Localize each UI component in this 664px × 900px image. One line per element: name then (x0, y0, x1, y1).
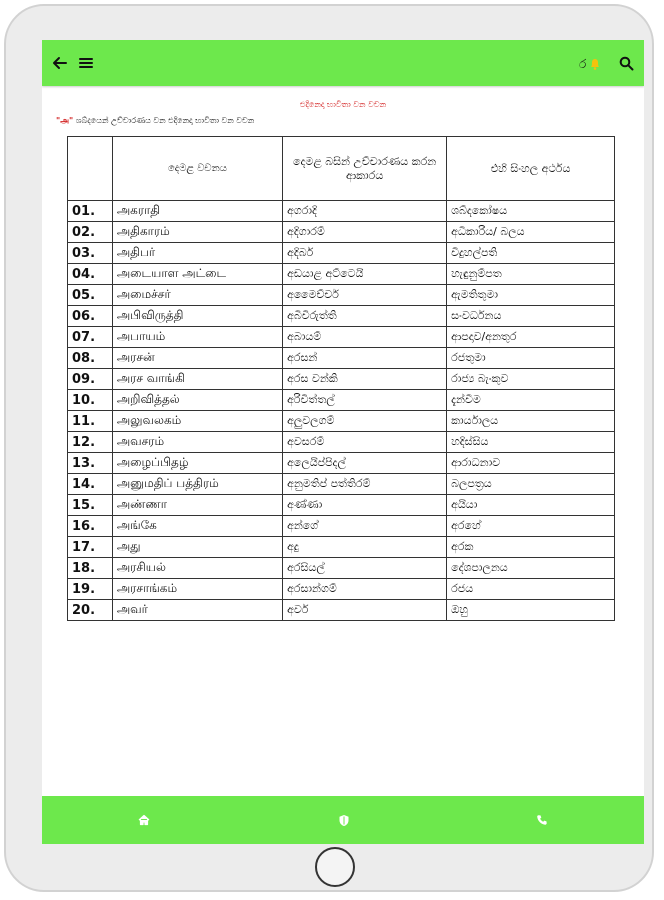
tamil-word: அனுமதிப் பத்திரம் (112, 474, 282, 495)
pronunciation: අදිබර් (283, 243, 447, 264)
sinhala-meaning: අධිකාරිය/ බලය (447, 222, 615, 243)
row-number: 18. (68, 558, 113, 579)
subtitle-text: ශබ්දයෙන් උච්චාරණය වන එදිනෙදා භාවිතා වන වචන (73, 116, 255, 125)
row-number: 07. (68, 327, 113, 348)
header-pronunciation: දෙමළ බසින් උච්චාරණය කරන ආකාරය (283, 137, 447, 201)
table-row (68, 411, 615, 432)
sinhala-meaning: රජය (447, 579, 615, 600)
row-number: 01. (68, 201, 113, 222)
sinhala-meaning: ඇමතිතුමා (447, 285, 615, 306)
sinhala-meaning: අයියා (447, 495, 615, 516)
table-row (68, 201, 615, 222)
tamil-word: அரசன் (112, 348, 282, 369)
row-number: 20. (68, 600, 113, 621)
sinhala-meaning: බලපත්‍රය (447, 474, 615, 495)
tablet-frame (4, 4, 654, 892)
header-number (68, 137, 113, 201)
pronunciation: අලෙයිප්පිදල් (283, 453, 447, 474)
app-screen (42, 40, 644, 844)
bottom-nav-bar (42, 796, 644, 844)
table-row (68, 453, 615, 474)
header-meaning: එහි සිංහල අර්ථය (447, 137, 615, 201)
tamil-word: அபாயம் (112, 327, 282, 348)
document-title: එදිනෙදා භාවිතා වන වචන (299, 100, 387, 109)
sinhala-meaning: ආපදාව/අනතුර (447, 327, 615, 348)
tamil-word: அவர் (112, 600, 282, 621)
row-number: 12. (68, 432, 113, 453)
table-row (68, 369, 615, 390)
row-number: 14. (68, 474, 113, 495)
arrow-left-icon[interactable] (48, 51, 72, 75)
table-row (68, 600, 615, 621)
tamil-word: அதிபர் (112, 243, 282, 264)
row-number: 05. (68, 285, 113, 306)
pronunciation: අවසරම් (283, 432, 447, 453)
table-header-row (68, 137, 615, 201)
pronunciation: අනුමතිප් පත්තිරම් (283, 474, 447, 495)
sinhala-meaning: රජතුමා (447, 348, 615, 369)
pronunciation: අරසන් (283, 348, 447, 369)
sinhala-meaning: අරක (447, 537, 615, 558)
sinhala-meaning: දැන්වීම (447, 390, 615, 411)
tamil-word: அண்ணா (112, 495, 282, 516)
tamil-word: அவசரம் (112, 432, 282, 453)
table-row (68, 285, 615, 306)
table-row (68, 327, 615, 348)
pronunciation: අවර් (283, 600, 447, 621)
pronunciation: අබිවිරුත්ති (283, 306, 447, 327)
tablet-home-button[interactable] (315, 847, 355, 887)
sinhala-meaning: විදුහල්පති (447, 243, 615, 264)
row-number: 02. (68, 222, 113, 243)
sinhala-meaning: ආරාධනාව (447, 453, 615, 474)
row-number: 09. (68, 369, 113, 390)
table-row (68, 558, 615, 579)
shield-icon[interactable] (334, 810, 354, 830)
sinhala-meaning: දේශපාලනය (447, 558, 615, 579)
document-subtitle (56, 115, 254, 126)
document-view (42, 86, 644, 796)
tamil-word: அறிவித்தல் (112, 390, 282, 411)
row-number: 17. (68, 537, 113, 558)
home-icon[interactable] (134, 810, 154, 830)
search-icon[interactable] (614, 51, 638, 75)
row-number: 16. (68, 516, 113, 537)
pronunciation: අණ්ණා (283, 495, 447, 516)
pronunciation: අදිගාරම් (283, 222, 447, 243)
header-tamil-word: දෙමළ වචනය (112, 137, 282, 201)
pronunciation: අරස වන්කි (283, 369, 447, 390)
tamil-word: அதிகாரம் (112, 222, 282, 243)
tamil-word: அலுவலகம் (112, 411, 282, 432)
row-number: 15. (68, 495, 113, 516)
tamil-word: அது (112, 537, 282, 558)
table-row (68, 495, 615, 516)
pronunciation: අබායම් (283, 327, 447, 348)
table-row (68, 348, 615, 369)
tamil-word: அங்கே (112, 516, 282, 537)
sinhala-meaning: කාර්යාලය (447, 411, 615, 432)
row-number: 06. (68, 306, 113, 327)
tamil-word: அமைச்சர் (112, 285, 282, 306)
table-row (68, 222, 615, 243)
sinhala-meaning: සංවර්ධනය (447, 306, 615, 327)
row-number: 04. (68, 264, 113, 285)
svg-text:ර: ර (579, 57, 587, 71)
tamil-word: அரச வாங்கி (112, 369, 282, 390)
table-row (68, 516, 615, 537)
table-row (68, 537, 615, 558)
sinhala-meaning: ශබ්දකෝෂය (447, 201, 615, 222)
pronunciation: අරසියල් (283, 558, 447, 579)
table-row (68, 579, 615, 600)
tamil-word: அழைப்பிதழ் (112, 453, 282, 474)
table-row (68, 306, 615, 327)
table-row (68, 432, 615, 453)
tamil-word: அரசியல் (112, 558, 282, 579)
pronunciation: අරසාන්ගම් (283, 579, 447, 600)
tamil-word: அபிவிருத்தி (112, 306, 282, 327)
row-number: 11. (68, 411, 113, 432)
tamil-word: அகராதி (112, 201, 282, 222)
tamil-word: அடையாள அட்டை (112, 264, 282, 285)
table-row (68, 474, 615, 495)
sinhala-meaning: ඔහු (447, 600, 615, 621)
phone-icon[interactable] (532, 810, 552, 830)
word-table (67, 136, 615, 621)
pronunciation: අන්ගේ (283, 516, 447, 537)
sinhala-meaning: හදිස්සිය (447, 432, 615, 453)
sinhala-meaning: රාජ්‍ය බැංකුව (447, 369, 615, 390)
tamil-word: அரசாங்கம் (112, 579, 282, 600)
row-number: 08. (68, 348, 113, 369)
top-app-bar (42, 40, 644, 86)
sinhala-meaning: අරහේ (447, 516, 615, 537)
row-number: 19. (68, 579, 113, 600)
row-number: 03. (68, 243, 113, 264)
subtitle-letter: "அ" (56, 115, 74, 125)
table-row (68, 243, 615, 264)
pronunciation: අමෛච්චර් (283, 285, 447, 306)
hamburger-menu-icon[interactable] (74, 51, 98, 75)
row-number: 10. (68, 390, 113, 411)
sinhala-meaning: හැඳුනුම්පත (447, 264, 615, 285)
row-number: 13. (68, 453, 113, 474)
bell-icon[interactable] (578, 51, 602, 75)
pronunciation: අදු (283, 537, 447, 558)
pronunciation: අරිවිත්තල් (283, 390, 447, 411)
table-row (68, 390, 615, 411)
pronunciation: අලුවලගම් (283, 411, 447, 432)
pronunciation: අඩයාළ අට්ටෙයි (283, 264, 447, 285)
table-row (68, 264, 615, 285)
pronunciation: අගරාදි (283, 201, 447, 222)
